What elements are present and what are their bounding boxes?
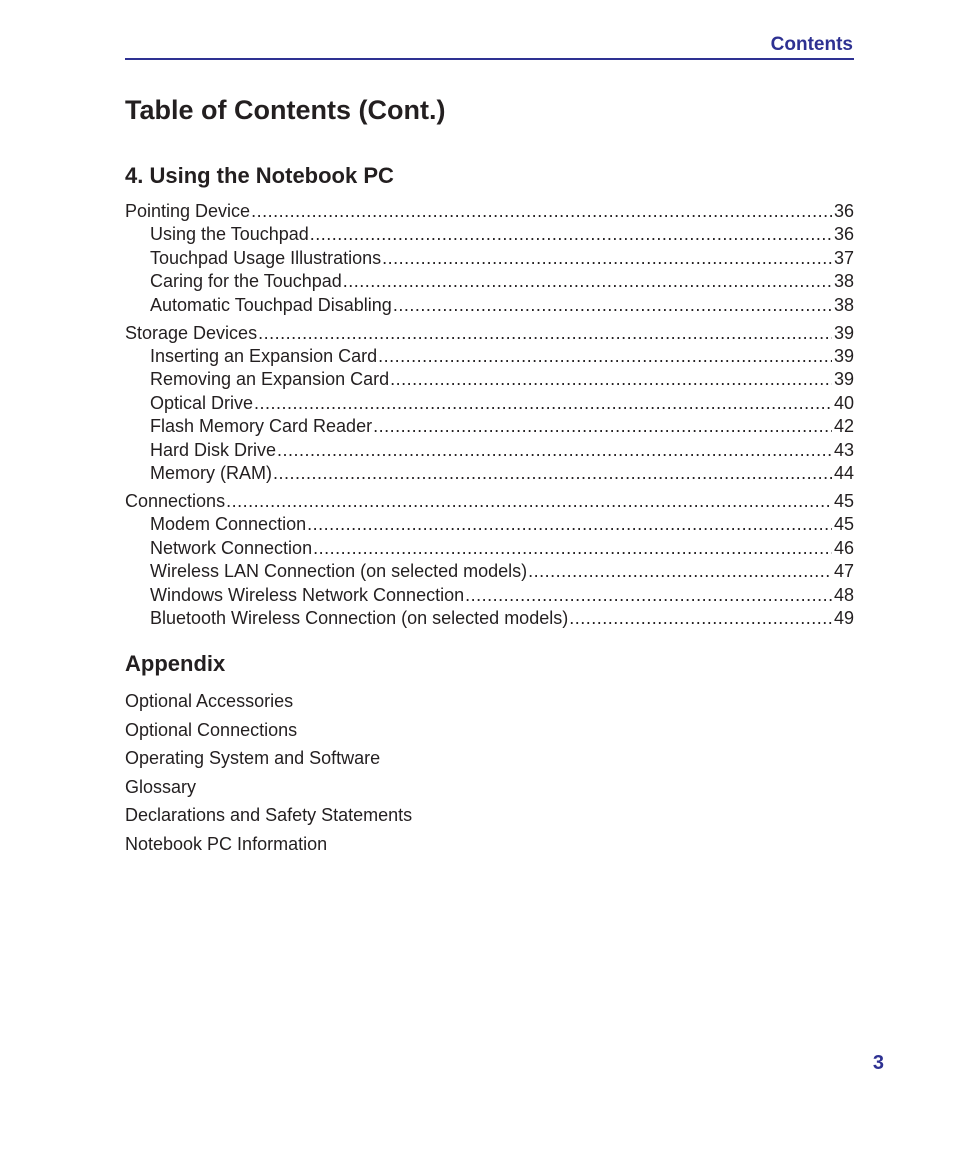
toc-dot-leader — [382, 247, 832, 270]
toc-entry-label: Hard Disk Drive — [150, 439, 277, 460]
toc-entry[interactable] — [125, 200, 854, 223]
toc-entry-label: Bluetooth Wireless Connection (on selected models) — [150, 608, 569, 629]
toc-entry[interactable] — [125, 345, 854, 368]
appendix-item[interactable]: Operating System and Software — [125, 748, 381, 768]
header-label: Contents — [770, 34, 853, 55]
toc-dot-leader — [393, 294, 832, 317]
toc-entry-page: 36 — [833, 224, 854, 245]
toc-dot-leader — [313, 537, 832, 560]
toc-entry[interactable] — [125, 270, 854, 293]
toc-entry-label: Network Connection — [150, 537, 313, 558]
toc-entry-label: Pointing Device — [125, 201, 251, 221]
toc-entry-label: Storage Devices — [125, 322, 258, 343]
toc-entry[interactable] — [125, 584, 854, 607]
toc-entry-label: Flash Memory Card Reader — [150, 416, 373, 437]
toc-entry-page: 39 — [833, 369, 854, 390]
appendix-item[interactable]: Optional Connections — [125, 719, 298, 740]
toc-entry-page: 36 — [833, 201, 854, 221]
toc-entry-page: 45 — [833, 491, 854, 512]
toc-dot-leader — [251, 200, 832, 223]
toc-entry[interactable] — [125, 223, 854, 246]
toc-dot-leader — [310, 223, 832, 246]
toc-entry[interactable] — [125, 294, 854, 317]
toc-entry-label: Caring for the Touchpad — [150, 271, 342, 292]
toc-entry-page: 49 — [833, 608, 854, 629]
appendix-item[interactable]: Glossary — [125, 776, 197, 797]
toc-dot-leader — [343, 270, 832, 293]
toc-entry[interactable] — [125, 513, 854, 536]
toc-entry-page: 39 — [833, 322, 854, 343]
toc-entry[interactable] — [125, 392, 854, 415]
toc-entry[interactable] — [125, 607, 854, 630]
toc-entry-label: Removing an Expansion Card — [150, 369, 390, 390]
toc-entry[interactable] — [125, 537, 854, 560]
toc-dot-leader — [273, 462, 832, 485]
toc-entry-label: Windows Wireless Network Connection — [150, 584, 465, 605]
toc-entry-page: 44 — [833, 462, 854, 483]
toc-entry-page: 40 — [833, 392, 854, 413]
header-rule — [125, 58, 854, 60]
toc-dot-leader — [390, 368, 832, 391]
toc-entry-label: Memory (RAM) — [150, 462, 272, 483]
toc-entry-label: Automatic Touchpad Disabling — [150, 294, 392, 315]
toc-entry[interactable] — [125, 462, 854, 485]
toc-entry[interactable] — [125, 247, 854, 270]
toc-entry-label: Using the Touchpad — [150, 224, 309, 245]
appendix-item[interactable]: Declarations and Safety Statements — [125, 805, 413, 825]
toc-entry-label: Touchpad Usage Illustrations — [150, 247, 382, 268]
toc-dot-leader — [258, 322, 832, 345]
toc-dot-leader — [307, 513, 832, 536]
page-title: Table of Contents (Cont.) — [125, 95, 446, 125]
toc-entry[interactable] — [125, 560, 854, 583]
toc-entry-page: 47 — [833, 561, 854, 582]
toc-entry-label: Inserting an Expansion Card — [150, 346, 378, 367]
toc-dot-leader — [378, 345, 832, 368]
toc-entry-page: 48 — [833, 584, 854, 605]
toc-entry[interactable] — [125, 322, 854, 345]
toc-entry-page: 38 — [833, 271, 854, 292]
toc-entry-page: 37 — [833, 247, 854, 268]
toc-dot-leader — [277, 439, 832, 462]
toc-dot-leader — [373, 415, 832, 438]
toc-dot-leader — [254, 392, 832, 415]
toc-entry[interactable] — [125, 368, 854, 391]
toc-entry[interactable] — [125, 490, 854, 513]
toc-entry-page: 46 — [833, 537, 854, 558]
toc-entry-page: 38 — [833, 294, 854, 315]
toc-dot-leader — [226, 490, 832, 513]
toc-entry-page: 42 — [833, 416, 854, 437]
appendix-item[interactable]: Notebook PC Information — [125, 833, 328, 854]
toc-entry-label: Optical Drive — [150, 392, 254, 413]
appendix-list — [125, 687, 412, 858]
appendix-item[interactable]: Optional Accessories — [125, 691, 294, 711]
toc-list — [125, 200, 854, 630]
toc-entry-label: Wireless LAN Connection (on selected models) — [150, 561, 528, 582]
toc-entry-page: 45 — [833, 514, 854, 535]
toc-entry-label: Connections — [125, 491, 226, 512]
toc-entry-page: 43 — [833, 439, 854, 460]
appendix-title: Appendix — [125, 651, 226, 676]
toc-dot-leader — [528, 560, 832, 583]
toc-entry[interactable] — [125, 439, 854, 462]
toc-entry[interactable] — [125, 415, 854, 438]
toc-entry-page: 39 — [833, 346, 854, 367]
toc-dot-leader — [569, 607, 832, 630]
section-title: 4. Using the Notebook PC — [125, 163, 394, 188]
toc-dot-leader — [465, 584, 832, 607]
toc-entry-label: Modem Connection — [150, 514, 307, 535]
page-number: 3 — [872, 1052, 884, 1074]
